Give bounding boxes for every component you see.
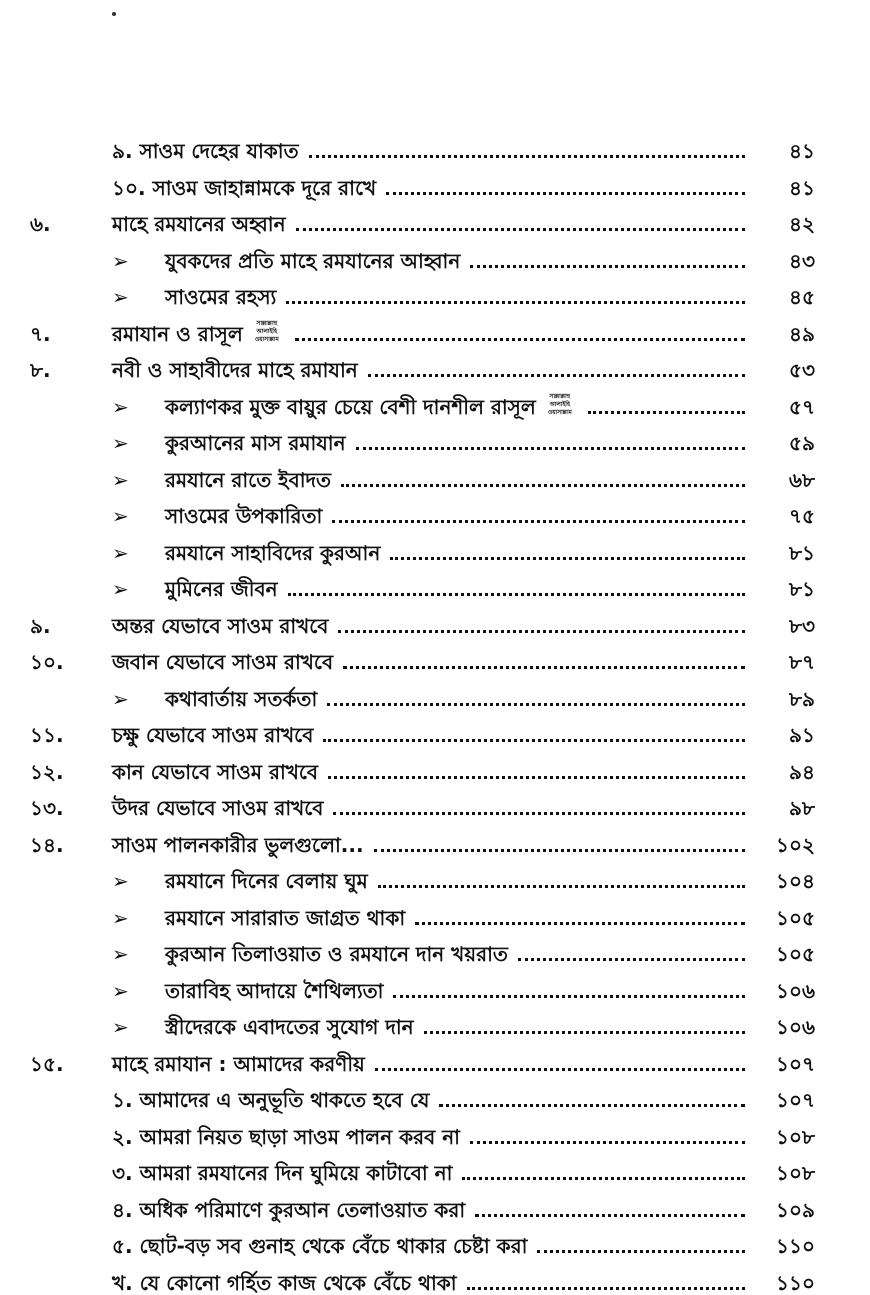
dot-leader xyxy=(333,812,745,815)
toc-entry xyxy=(0,823,870,857)
arrow-bullet-icon: ➢ xyxy=(112,394,129,419)
entry-title-wrap xyxy=(112,723,745,747)
toc-entry xyxy=(0,896,870,930)
dot-leader xyxy=(286,301,745,304)
salawat-seal-icon xyxy=(249,320,285,346)
entry-title-wrap xyxy=(112,1271,745,1295)
print-speck xyxy=(112,12,116,16)
entry-title xyxy=(165,249,470,273)
dot-leader xyxy=(467,1287,745,1290)
dot-leader xyxy=(332,520,745,523)
entry-title xyxy=(165,285,286,309)
toc-entry xyxy=(0,604,870,638)
arrow-bullet-icon: ➢ xyxy=(112,285,129,309)
dot-leader xyxy=(288,593,745,596)
dot-leader xyxy=(343,666,745,669)
page-number: ১০৭ xyxy=(776,1051,815,1076)
entry-title-text: মাহে রমাযান : আমাদের করণীয় xyxy=(112,1051,365,1076)
salawat-seal-icon xyxy=(542,393,578,419)
arrow-bullet-icon: ➢ xyxy=(112,431,129,455)
entry-title-text: ৫. ছোট-বড় সব গুনাহ থেকে বেঁচে থাকার চেষ্টা করা xyxy=(112,1234,528,1258)
dot-leader xyxy=(328,776,745,779)
entry-title xyxy=(165,942,518,966)
page-number: ৪১ xyxy=(789,175,815,200)
page-number: ১০৬ xyxy=(776,1015,815,1039)
entry-title xyxy=(165,577,288,601)
entry-title-wrap xyxy=(112,796,745,820)
dot-leader xyxy=(537,1250,745,1253)
page-number: ৯৪ xyxy=(789,759,815,784)
dot-leader xyxy=(356,447,745,450)
entry-title xyxy=(112,1088,439,1112)
chapter-number: ৭. xyxy=(30,321,51,346)
chapter-number: ১৪. xyxy=(30,832,64,857)
entry-title-text: ১০. সাওম জাহান্নামকে দূরে রাখে xyxy=(112,175,377,200)
entry-title-wrap xyxy=(112,320,745,346)
entry-title-text: ৪. অধিক পরিমাণে কুরআন তেলাওয়াত করা xyxy=(112,1197,466,1222)
dot-leader xyxy=(390,557,745,560)
entry-title-text: জবান যেভাবে সাওম রাখবে xyxy=(112,650,334,674)
dot-leader xyxy=(378,885,745,888)
arrow-bullet-icon: ➢ xyxy=(112,1015,129,1039)
toc-entry xyxy=(0,859,870,893)
dot-leader xyxy=(462,1177,745,1180)
entry-title-text: তারাবিহ আদায়ে শৈথিল্যতা xyxy=(165,978,384,1003)
toc-entry xyxy=(0,421,870,455)
entry-title-wrap xyxy=(112,176,745,200)
entry-title xyxy=(165,1015,424,1039)
chapter-number: ১৩. xyxy=(30,796,64,820)
entry-title xyxy=(165,906,415,930)
toc-entry xyxy=(0,640,870,674)
toc-entry xyxy=(0,1261,870,1295)
entry-title-text: ২. আমরা নিয়ত ছাড়া সাওম পালন করব না xyxy=(112,1124,460,1149)
entry-title-wrap xyxy=(165,468,745,492)
arrow-bullet-icon: ➢ xyxy=(112,467,129,492)
chapter-number: ৮. xyxy=(30,358,51,382)
dot-leader xyxy=(374,849,745,852)
dot-leader xyxy=(341,484,745,487)
toc-entry xyxy=(0,713,870,747)
page-number: ৪১ xyxy=(789,139,815,163)
entry-title-wrap xyxy=(112,1125,745,1149)
dot-leader xyxy=(470,265,745,268)
dot-leader xyxy=(323,739,745,742)
arrow-bullet-icon: ➢ xyxy=(112,686,129,711)
seal-line: ওয়াসাল্লাম xyxy=(547,408,572,416)
page-number: ১০৬ xyxy=(776,978,815,1003)
entry-title-wrap xyxy=(112,1198,745,1222)
page-number: ৫৯ xyxy=(789,431,815,455)
seal-line: আলাইহি xyxy=(549,400,570,408)
entry-title-wrap xyxy=(165,906,745,930)
toc-entry xyxy=(0,458,870,492)
entry-title-text: কান যেভাবে সাওম রাখবে xyxy=(112,759,319,784)
dot-leader xyxy=(296,228,745,231)
toc-entry xyxy=(0,385,870,419)
page-number: ৯৮ xyxy=(789,796,815,820)
entry-title-text: খ. যে কোনো গর্হিত কাজ থেকে বেঁচে থাকা xyxy=(112,1270,457,1295)
entry-title-wrap xyxy=(112,614,745,638)
entry-title-text: সাওম পালনকারীর ভুলগুলো... xyxy=(112,832,364,857)
dot-leader xyxy=(338,630,745,633)
entry-title-wrap xyxy=(112,358,745,382)
toc-entry xyxy=(0,348,870,382)
entry-title-wrap xyxy=(165,1015,745,1039)
dot-leader xyxy=(475,1214,745,1217)
toc-entry xyxy=(0,1151,870,1185)
entry-title xyxy=(112,358,368,382)
entry-title xyxy=(112,1052,375,1076)
entry-title xyxy=(165,393,588,419)
entry-title-text: রমযানে সারারাত জাগ্রত থাকা xyxy=(165,905,406,930)
entry-title xyxy=(112,1198,475,1222)
entry-title-text: কথাবার্তায় সতর্কতা xyxy=(165,686,318,711)
arrow-bullet-icon: ➢ xyxy=(112,942,129,966)
seal-line: সাল্লাল্লাহু xyxy=(256,319,278,327)
page-number: ১১০ xyxy=(776,1270,815,1295)
toc-entry xyxy=(0,932,870,966)
entry-title-wrap xyxy=(112,1088,745,1112)
entry-title-text: কল্যাণকর মুক্ত বায়ুর চেয়ে বেশী দানশীল রাসূল xyxy=(165,394,536,419)
entry-title-wrap xyxy=(112,833,745,857)
entry-title-text: রমযানে সাহাবিদের কুরআন xyxy=(165,540,381,565)
entry-title xyxy=(112,1234,537,1258)
arrow-bullet-icon: ➢ xyxy=(112,978,129,1003)
toc-entry xyxy=(0,312,870,346)
entry-title xyxy=(112,760,328,784)
page-number: ১০২ xyxy=(776,832,815,857)
page-number: ৯১ xyxy=(789,723,815,747)
entry-title xyxy=(112,1161,462,1185)
entry-title-wrap xyxy=(112,650,745,674)
arrow-bullet-icon: ➢ xyxy=(112,540,129,565)
page-number: ৬৮ xyxy=(789,467,815,492)
entry-title xyxy=(112,650,343,674)
entry-title-text: রমযানে দিনের বেলায় ঘুম xyxy=(165,869,368,893)
chapter-number: ১৫. xyxy=(30,1051,64,1076)
arrow-bullet-icon: ➢ xyxy=(112,577,129,601)
toc-entry xyxy=(0,166,870,200)
dot-leader xyxy=(415,922,745,925)
entry-title xyxy=(112,1125,470,1149)
toc-entry xyxy=(0,969,870,1003)
toc-entry xyxy=(0,1188,870,1222)
page-number: ৪২ xyxy=(789,212,815,236)
entry-title xyxy=(112,176,386,200)
toc-entry xyxy=(0,239,870,273)
toc-entry xyxy=(0,567,870,601)
entry-title-wrap xyxy=(165,942,745,966)
entry-title-wrap xyxy=(165,285,745,309)
page-number: ১১০ xyxy=(776,1234,815,1258)
entry-title-text: উদর যেভাবে সাওম রাখবে xyxy=(112,796,324,820)
entry-title-text: অন্তর যেভাবে সাওম রাখবে xyxy=(112,613,329,638)
entry-title xyxy=(112,614,338,638)
page-number: ৫৩ xyxy=(789,358,815,382)
toc-entry xyxy=(0,677,870,711)
entry-title-wrap xyxy=(165,979,745,1003)
entry-title xyxy=(112,320,295,346)
toc-entry xyxy=(0,1115,870,1149)
dot-leader xyxy=(368,374,745,377)
entry-title-text: নবী ও সাহাবীদের মাহে রমাযান xyxy=(112,358,358,382)
page-number: ৮৯ xyxy=(789,686,815,711)
entry-title-wrap xyxy=(112,1234,745,1258)
page-number: ১০৪ xyxy=(776,869,815,893)
entry-title-text: ১. আমাদের এ অনুভূতি থাকতে হবে যে xyxy=(112,1088,430,1112)
entry-title xyxy=(112,139,309,163)
entry-title xyxy=(112,212,296,236)
page-number: ৮১ xyxy=(789,577,815,601)
seal-line: ওয়াসাল্লাম xyxy=(254,335,279,343)
dot-leader xyxy=(588,411,745,414)
dot-leader xyxy=(327,703,745,706)
page-number: ১০৭ xyxy=(776,1088,815,1112)
entry-title-text: রমাযান ও রাসূল xyxy=(112,321,243,346)
entry-title-wrap xyxy=(112,139,745,163)
entry-title-text: ৯. সাওম দেহের যাকাত xyxy=(112,139,299,163)
page-number: ১০৯ xyxy=(776,1197,815,1222)
dot-leader xyxy=(439,1104,745,1107)
entry-title-text: মুমিনের জীবন xyxy=(165,577,278,601)
entry-title-text: কুরআনের মাস রমাযান xyxy=(165,431,346,455)
entry-title-wrap xyxy=(112,212,745,236)
entry-title-text: স্ত্রীদেরকে এবাদতের সুযোগ দান xyxy=(165,1015,414,1039)
entry-title-text: রমযানে রাতে ইবাদত xyxy=(165,467,332,492)
entry-title-text: সাওমের উপকারিতা xyxy=(165,504,323,528)
chapter-number: ১০. xyxy=(30,650,64,674)
entry-title-wrap xyxy=(112,1052,745,1076)
arrow-bullet-icon: ➢ xyxy=(112,869,129,893)
arrow-bullet-icon: ➢ xyxy=(112,504,129,528)
chapter-number: ৬. xyxy=(30,212,51,236)
dot-leader xyxy=(424,1031,745,1034)
toc-entry xyxy=(0,129,870,163)
toc-entry xyxy=(0,1224,870,1258)
entry-title-wrap xyxy=(165,577,745,601)
entry-title xyxy=(112,796,333,820)
dot-leader xyxy=(470,1141,745,1144)
entry-title-text: যুবকদের প্রতি মাহে রমযানের আহ্বান xyxy=(165,248,461,273)
toc-entry xyxy=(0,786,870,820)
page-number: ১০৫ xyxy=(776,942,815,966)
entry-title-text: সাওমের রহস্য xyxy=(165,285,277,309)
entry-title-wrap xyxy=(165,431,745,455)
entry-title xyxy=(112,833,374,857)
toc-entry xyxy=(0,1005,870,1039)
arrow-bullet-icon: ➢ xyxy=(112,905,129,930)
entry-title xyxy=(165,541,390,565)
toc-entry xyxy=(0,202,870,236)
chapter-number: ৯. xyxy=(30,613,51,638)
page-number: ১০৮ xyxy=(776,1161,815,1185)
dot-leader xyxy=(518,958,745,961)
page-number: ৮৩ xyxy=(789,613,815,638)
toc-entry xyxy=(0,750,870,784)
seal-line: সাল্লাল্লাহু xyxy=(549,392,571,400)
page-number: ৪৯ xyxy=(789,321,815,346)
page-number: ১০৫ xyxy=(776,905,815,930)
entry-title xyxy=(112,723,323,747)
entry-title xyxy=(165,431,356,455)
toc-entry xyxy=(0,531,870,565)
chapter-number: ১১. xyxy=(30,723,64,747)
page-number: ৪৫ xyxy=(789,285,815,309)
entry-title xyxy=(165,468,341,492)
dot-leader xyxy=(393,995,745,998)
entry-title-wrap xyxy=(165,869,745,893)
toc-entry xyxy=(0,1042,870,1076)
entry-title xyxy=(112,1271,467,1295)
page-number: ১০৮ xyxy=(776,1124,815,1149)
entry-title-wrap xyxy=(165,393,745,419)
dot-leader xyxy=(386,192,745,195)
entry-title xyxy=(165,687,327,711)
page-number: ৮১ xyxy=(789,540,815,565)
toc-entry xyxy=(0,275,870,309)
entry-title-text: কুরআন তিলাওয়াত ও রমযানে দান খয়রাত xyxy=(165,942,508,966)
dot-leader xyxy=(295,338,745,341)
page-number: ৮৭ xyxy=(789,650,815,674)
entry-title xyxy=(165,504,332,528)
entry-title-wrap xyxy=(112,760,745,784)
page-number: ৭৫ xyxy=(789,504,815,528)
entry-title-wrap xyxy=(165,687,745,711)
entry-title-wrap xyxy=(165,504,745,528)
arrow-bullet-icon: ➢ xyxy=(112,248,129,273)
dot-leader xyxy=(309,155,745,158)
entry-title-wrap xyxy=(165,541,745,565)
dot-leader xyxy=(375,1068,745,1071)
entry-title-wrap xyxy=(165,249,745,273)
entry-title xyxy=(165,869,378,893)
page-number: ৫৭ xyxy=(789,394,815,419)
page-number: ৪৩ xyxy=(789,248,815,273)
entry-title-text: ৩. আমরা রমযানের দিন ঘুমিয়ে কাটাবো না xyxy=(112,1161,453,1185)
entry-title xyxy=(165,979,393,1003)
entry-title-text: চক্ষু যেভাবে সাওম রাখবে xyxy=(112,723,314,747)
chapter-number: ১২. xyxy=(30,759,64,784)
toc-entry xyxy=(0,1078,870,1112)
entry-title-text: মাহে রমযানের অহ্বান xyxy=(112,212,286,236)
seal-line: আলাইহি xyxy=(256,327,277,335)
entry-title-wrap xyxy=(112,1161,745,1185)
toc-entry xyxy=(0,494,870,528)
